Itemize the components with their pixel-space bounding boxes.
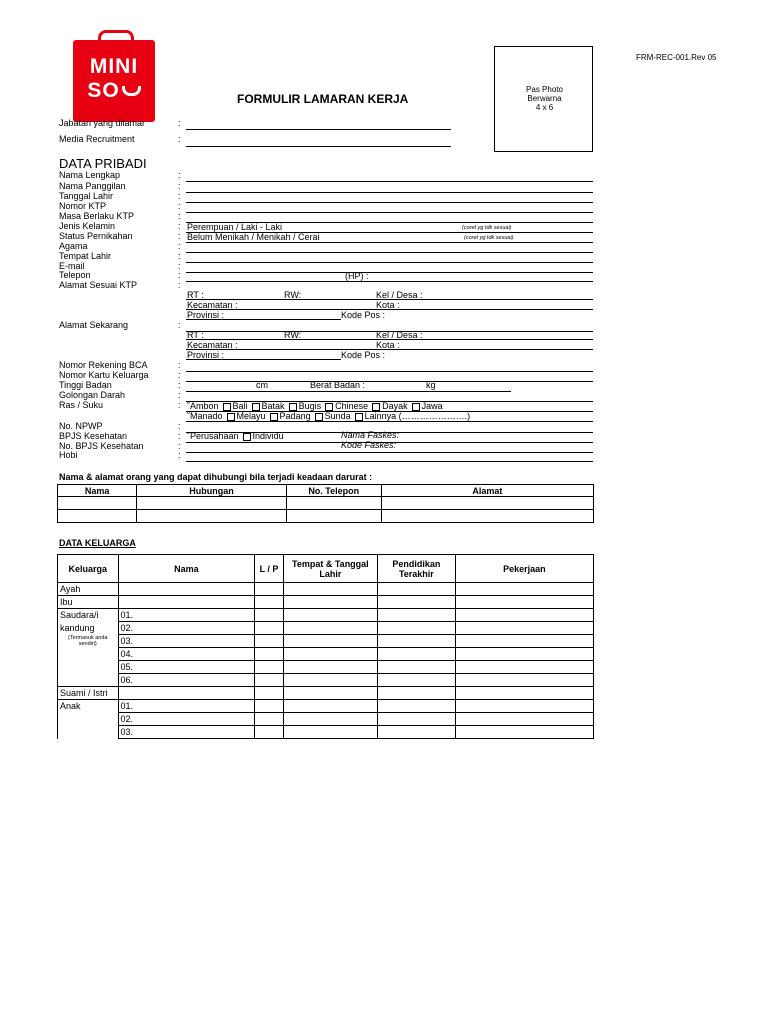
field-line-9[interactable] [186, 272, 593, 273]
family-name-cell[interactable]: 05. [118, 661, 255, 674]
field-jabatan[interactable] [186, 129, 451, 130]
family-cell[interactable] [283, 583, 377, 596]
family-header-3: Tempat & Tanggal Lahir [283, 555, 377, 583]
field2-line-1[interactable] [186, 381, 593, 382]
bag-handle-icon [98, 30, 134, 47]
ethnic-row-2[interactable]: ˘Manado Melayu Padang Sunda Lainnya (………………….) [187, 411, 471, 421]
family-cell[interactable] [455, 648, 593, 661]
colon-3: : [178, 201, 181, 211]
cur-prov: Provinsi : [187, 350, 225, 360]
family-cell[interactable] [377, 700, 455, 713]
table-row[interactable] [58, 510, 594, 523]
label-jabatan: Jabatan yang dilamar [59, 118, 146, 128]
checkbox-ethnic_row2-4[interactable] [355, 413, 363, 421]
family-cell[interactable] [255, 674, 283, 687]
option-label: Dayak [382, 401, 408, 411]
colon-5: : [178, 221, 181, 231]
option-label: Jawa [421, 401, 443, 411]
checkbox-ethnic_row2-2[interactable] [270, 413, 278, 421]
family-cell[interactable] [255, 700, 283, 713]
label-field-6: Status Pernikahan [59, 231, 133, 241]
hp-label: (HP) : [345, 271, 369, 281]
family-cell[interactable] [377, 713, 455, 726]
colon2-2: : [178, 380, 181, 390]
colon-8: : [178, 251, 181, 261]
option-label: Bali [232, 401, 248, 411]
weight-unit: kg [426, 380, 436, 390]
family-cell[interactable] [455, 622, 593, 635]
table-row[interactable] [58, 700, 594, 713]
colon-10: : [178, 270, 181, 280]
ktp-pos: Kode Pos : [341, 310, 386, 320]
family-cell[interactable] [283, 635, 377, 648]
family-cell[interactable] [255, 661, 283, 674]
ktp-kec: Kecamatan : [187, 300, 238, 310]
family-header-5: Pekerjaan [455, 555, 593, 583]
family-cell[interactable] [377, 674, 455, 687]
option-label: Melayu [236, 411, 266, 421]
photo-label-1: Pas Photo [526, 85, 563, 94]
field2-line-2[interactable] [186, 391, 511, 392]
emergency-cell[interactable] [137, 510, 287, 523]
family-header-1: Nama [118, 555, 255, 583]
family-relation: Saudara/i [58, 609, 119, 622]
photo-label-2: Berwarna [527, 94, 562, 103]
colon2-6: : [178, 421, 181, 431]
logo-text-2: SO [73, 80, 155, 102]
colon2-7: : [178, 431, 181, 441]
family-cell[interactable] [283, 648, 377, 661]
cur-line-2[interactable] [186, 349, 593, 350]
family-cell[interactable] [255, 687, 283, 700]
table-row[interactable] [58, 635, 594, 648]
option-label: Individu [252, 431, 284, 441]
ktp-kel: Kel / Desa : [376, 290, 423, 300]
ktp-prov: Provinsi : [187, 310, 225, 320]
label-field-5: Jenis Kelamin [59, 221, 116, 231]
section-data-pribadi: DATA PRIBADI [59, 156, 147, 171]
label-field2-4: Ras / Suku [59, 400, 104, 410]
family-relation: Ayah [58, 583, 119, 596]
colon-4: : [178, 211, 181, 221]
option-label: Lainnya (………………….) [364, 411, 471, 421]
field-line-0[interactable] [186, 181, 593, 182]
miniso-logo [73, 40, 155, 122]
label-field2-6: No. NPWP [59, 421, 103, 431]
family-relation [58, 713, 119, 726]
option-label: Manado [190, 411, 223, 421]
family-cell[interactable] [255, 622, 283, 635]
table-row[interactable] [58, 687, 594, 700]
cur-kel: Kel / Desa : [376, 330, 423, 340]
family-relation: Ibu [58, 596, 119, 609]
family-cell[interactable] [377, 596, 455, 609]
field-line-7[interactable] [186, 252, 593, 253]
label-field2-9: Hobi [59, 450, 78, 460]
family-cell[interactable] [455, 596, 593, 609]
table-row[interactable] [58, 661, 594, 674]
field-line-10[interactable] [186, 281, 593, 282]
family-relation: Suami / Istri [58, 687, 119, 700]
label-field2-0: Nomor Rekening BCA [59, 360, 148, 370]
colon-1: : [178, 181, 181, 191]
family-cell[interactable] [455, 687, 593, 700]
family-name-cell[interactable]: 02. [118, 622, 255, 635]
cur-pos: Kode Pos : [341, 350, 386, 360]
ktp-kota: Kota : [376, 300, 400, 310]
field2-line-5[interactable] [186, 421, 593, 422]
table-row[interactable] [58, 622, 594, 635]
logo-text-1: MINI [89, 55, 139, 78]
field2-line-0[interactable] [186, 371, 593, 372]
cur-kec: Kecamatan : [187, 340, 238, 350]
field2-line-8[interactable] [186, 452, 593, 453]
field2-line-9[interactable] [186, 461, 593, 462]
family-header-2: L / P [255, 555, 283, 583]
sibling-note: (Termasuk anda sendiri) [58, 635, 119, 687]
family-name-cell[interactable] [118, 687, 255, 700]
cur-line-3a[interactable] [186, 359, 341, 360]
label-field2-2: Tinggi Badan [59, 380, 112, 390]
colon-11: : [178, 280, 181, 290]
family-name-cell[interactable] [118, 596, 255, 609]
cur-rw: RW: [284, 330, 302, 340]
field-line-8[interactable] [186, 262, 593, 263]
cur-line-1[interactable] [186, 339, 593, 340]
marital-options[interactable]: Belum Menikah / Menikah / Cerai [187, 232, 320, 242]
option-label: Bugis [298, 401, 322, 411]
strike-note-2: (coret yg tdk sesuai) [464, 235, 514, 241]
family-header-0: Keluarga [58, 555, 119, 583]
emergency-cell[interactable] [58, 497, 137, 510]
family-cell[interactable] [255, 583, 283, 596]
family-cell[interactable] [455, 726, 593, 739]
label-field2-3: Golongan Darah [59, 390, 126, 400]
emergency-cell[interactable] [286, 497, 381, 510]
bpjs-options[interactable]: ˘Perusahaan Individu [187, 431, 284, 441]
table-row[interactable] [58, 497, 594, 510]
colon-6: : [178, 231, 181, 241]
table-row[interactable] [58, 596, 594, 609]
table-row[interactable] [58, 674, 594, 687]
label-field-1: Nama Panggilan [59, 181, 126, 191]
family-cell[interactable] [283, 674, 377, 687]
family-name-cell[interactable]: 03. [118, 635, 255, 648]
checkbox-ethnic_row2-3[interactable] [315, 413, 323, 421]
family-cell[interactable] [377, 726, 455, 739]
colon2-4: : [178, 400, 181, 410]
label-field-11: Alamat Sesuai KTP [59, 280, 138, 290]
table-row[interactable] [58, 726, 594, 739]
option-label: Chinese [335, 401, 369, 411]
colon-9: : [178, 261, 181, 271]
ktp-rw: RW: [284, 290, 302, 300]
family-cell[interactable] [255, 648, 283, 661]
family-cell[interactable] [455, 583, 593, 596]
family-cell[interactable] [255, 726, 283, 739]
option-label: Ambon [190, 401, 219, 411]
ktp-line-3a[interactable] [186, 319, 341, 320]
family-relation: kandung [58, 622, 119, 635]
cur-kota: Kota : [376, 340, 400, 350]
emergency-header-0: Nama [58, 485, 137, 497]
family-cell[interactable] [377, 687, 455, 700]
label-field-3: Nomor KTP [59, 201, 107, 211]
family-cell[interactable] [377, 648, 455, 661]
family-cell[interactable] [455, 635, 593, 648]
emergency-header-2: No. Telepon [286, 485, 381, 497]
family-title: DATA KELUARGA [59, 538, 136, 548]
family-cell[interactable] [283, 713, 377, 726]
table-row[interactable] [58, 609, 594, 622]
family-cell[interactable] [377, 661, 455, 674]
colon-2: : [178, 191, 181, 201]
family-name-cell[interactable]: 06. [118, 674, 255, 687]
table-row[interactable] [58, 713, 594, 726]
family-name-cell[interactable]: 04. [118, 648, 255, 661]
field-media[interactable] [186, 146, 451, 147]
family-cell[interactable] [255, 635, 283, 648]
family-cell[interactable] [455, 700, 593, 713]
emergency-cell[interactable] [58, 510, 137, 523]
family-cell[interactable] [455, 674, 593, 687]
option-label: Sunda [324, 411, 351, 421]
family-cell[interactable] [283, 596, 377, 609]
family-relation: Anak [58, 700, 119, 713]
label-alamat-sekarang: Alamat Sekarang [59, 320, 129, 330]
family-cell[interactable] [377, 622, 455, 635]
checkbox-ethnic_row2-1[interactable] [227, 413, 235, 421]
family-relation [58, 726, 119, 739]
emergency-cell[interactable] [381, 510, 593, 523]
family-cell[interactable] [255, 609, 283, 622]
family-cell[interactable] [255, 713, 283, 726]
field-line-6[interactable] [186, 242, 593, 243]
form-title: FORMULIR LAMARAN KERJA [237, 92, 409, 106]
checkbox-ethnic_row1-1[interactable] [223, 403, 231, 411]
field-line-2[interactable] [186, 202, 593, 203]
family-cell[interactable] [283, 661, 377, 674]
family-cell[interactable] [455, 713, 593, 726]
family-name-cell[interactable]: 03. [118, 726, 255, 739]
label-field2-7: BPJS Kesehatan [59, 431, 128, 441]
checkbox-ethnic_row1-4[interactable] [325, 403, 333, 411]
form-code: FRM-REC-001.Rev 05 [636, 53, 717, 62]
colon-0: : [178, 170, 181, 180]
family-cell[interactable] [377, 583, 455, 596]
checkbox-ethnic_row1-3[interactable] [289, 403, 297, 411]
family-name-cell[interactable]: 02. [118, 713, 255, 726]
label-field-4: Masa Berlaku KTP [59, 211, 135, 221]
emergency-title: Nama & alamat orang yang dapat dihubungi bila terjadi keadaan darurat : [59, 472, 373, 482]
table-row[interactable] [58, 648, 594, 661]
label-field-10: Telepon [59, 270, 91, 280]
emergency-header-3: Alamat [381, 485, 593, 497]
family-cell[interactable] [283, 687, 377, 700]
cur-rt: RT : [187, 330, 204, 340]
colon-7: : [178, 241, 181, 251]
family-cell[interactable] [283, 622, 377, 635]
photo-label-3: 4 x 6 [535, 103, 554, 112]
family-header-4: Pendidikan Terakhir [377, 555, 455, 583]
option-label: Perusahaan [190, 431, 239, 441]
checkbox-ethnic_row1-6[interactable] [412, 403, 420, 411]
weight-label: Berat Badan : [310, 380, 366, 390]
emergency-table [57, 484, 594, 523]
emergency-cell[interactable] [381, 497, 593, 510]
family-name-cell[interactable]: 01. [118, 700, 255, 713]
ktp-line-2[interactable] [186, 309, 593, 310]
family-name-cell[interactable]: 01. [118, 609, 255, 622]
family-cell[interactable] [455, 609, 593, 622]
colon2-9: : [178, 450, 181, 460]
label-field-0: Nama Lengkap [59, 170, 121, 180]
table-row[interactable] [58, 583, 594, 596]
colon2-8: : [178, 441, 181, 451]
faskes-code: Kode Faskes: [341, 440, 397, 450]
emergency-cell[interactable] [137, 497, 287, 510]
family-cell[interactable] [455, 661, 593, 674]
label-media: Media Recruitment [59, 134, 135, 144]
ktp-rt: RT : [187, 290, 204, 300]
colon2-3: : [178, 390, 181, 400]
option-label: Batak [261, 401, 285, 411]
label-field-8: Tempat Lahir [59, 251, 112, 261]
field-line-1[interactable] [186, 192, 593, 193]
option-label: Padang [279, 411, 311, 421]
strike-note-1: (coret yg tdk sesuai) [462, 225, 512, 231]
label-field2-1: Nomor Kartu Keluarga [59, 370, 149, 380]
ethnic-row-1[interactable]: ˘Ambon Bali Batak Bugis Chinese Dayak Jawa [187, 401, 443, 411]
ktp-line-1[interactable] [186, 299, 593, 300]
photo-box [494, 46, 593, 152]
checkbox-ethnic_row1-2[interactable] [252, 403, 260, 411]
family-name-cell[interactable] [118, 583, 255, 596]
family-table [57, 554, 594, 739]
family-cell[interactable] [283, 700, 377, 713]
family-cell[interactable] [283, 609, 377, 622]
height-unit: cm [256, 380, 268, 390]
family-cell[interactable] [255, 596, 283, 609]
label-field2-8: No. BPJS Kesehatan [59, 441, 144, 451]
checkbox-ethnic_row1-5[interactable] [372, 403, 380, 411]
checkbox-bpjs_options-1[interactable] [243, 433, 251, 441]
colon2-1: : [178, 370, 181, 380]
label-field-2: Tanggal Lahir [59, 191, 114, 201]
label-field-9: E-mail [59, 261, 85, 271]
family-cell[interactable] [283, 726, 377, 739]
family-cell[interactable] [377, 609, 455, 622]
label-field-7: Agama [59, 241, 88, 251]
emergency-header-1: Hubungan [137, 485, 287, 497]
family-cell[interactable] [377, 635, 455, 648]
gender-options[interactable]: Perempuan / Laki - Laki [187, 222, 283, 232]
field-line-3[interactable] [186, 212, 593, 213]
colon2-0: : [178, 360, 181, 370]
emergency-cell[interactable] [286, 510, 381, 523]
faskes-name: Nama Faskes: [341, 430, 400, 440]
